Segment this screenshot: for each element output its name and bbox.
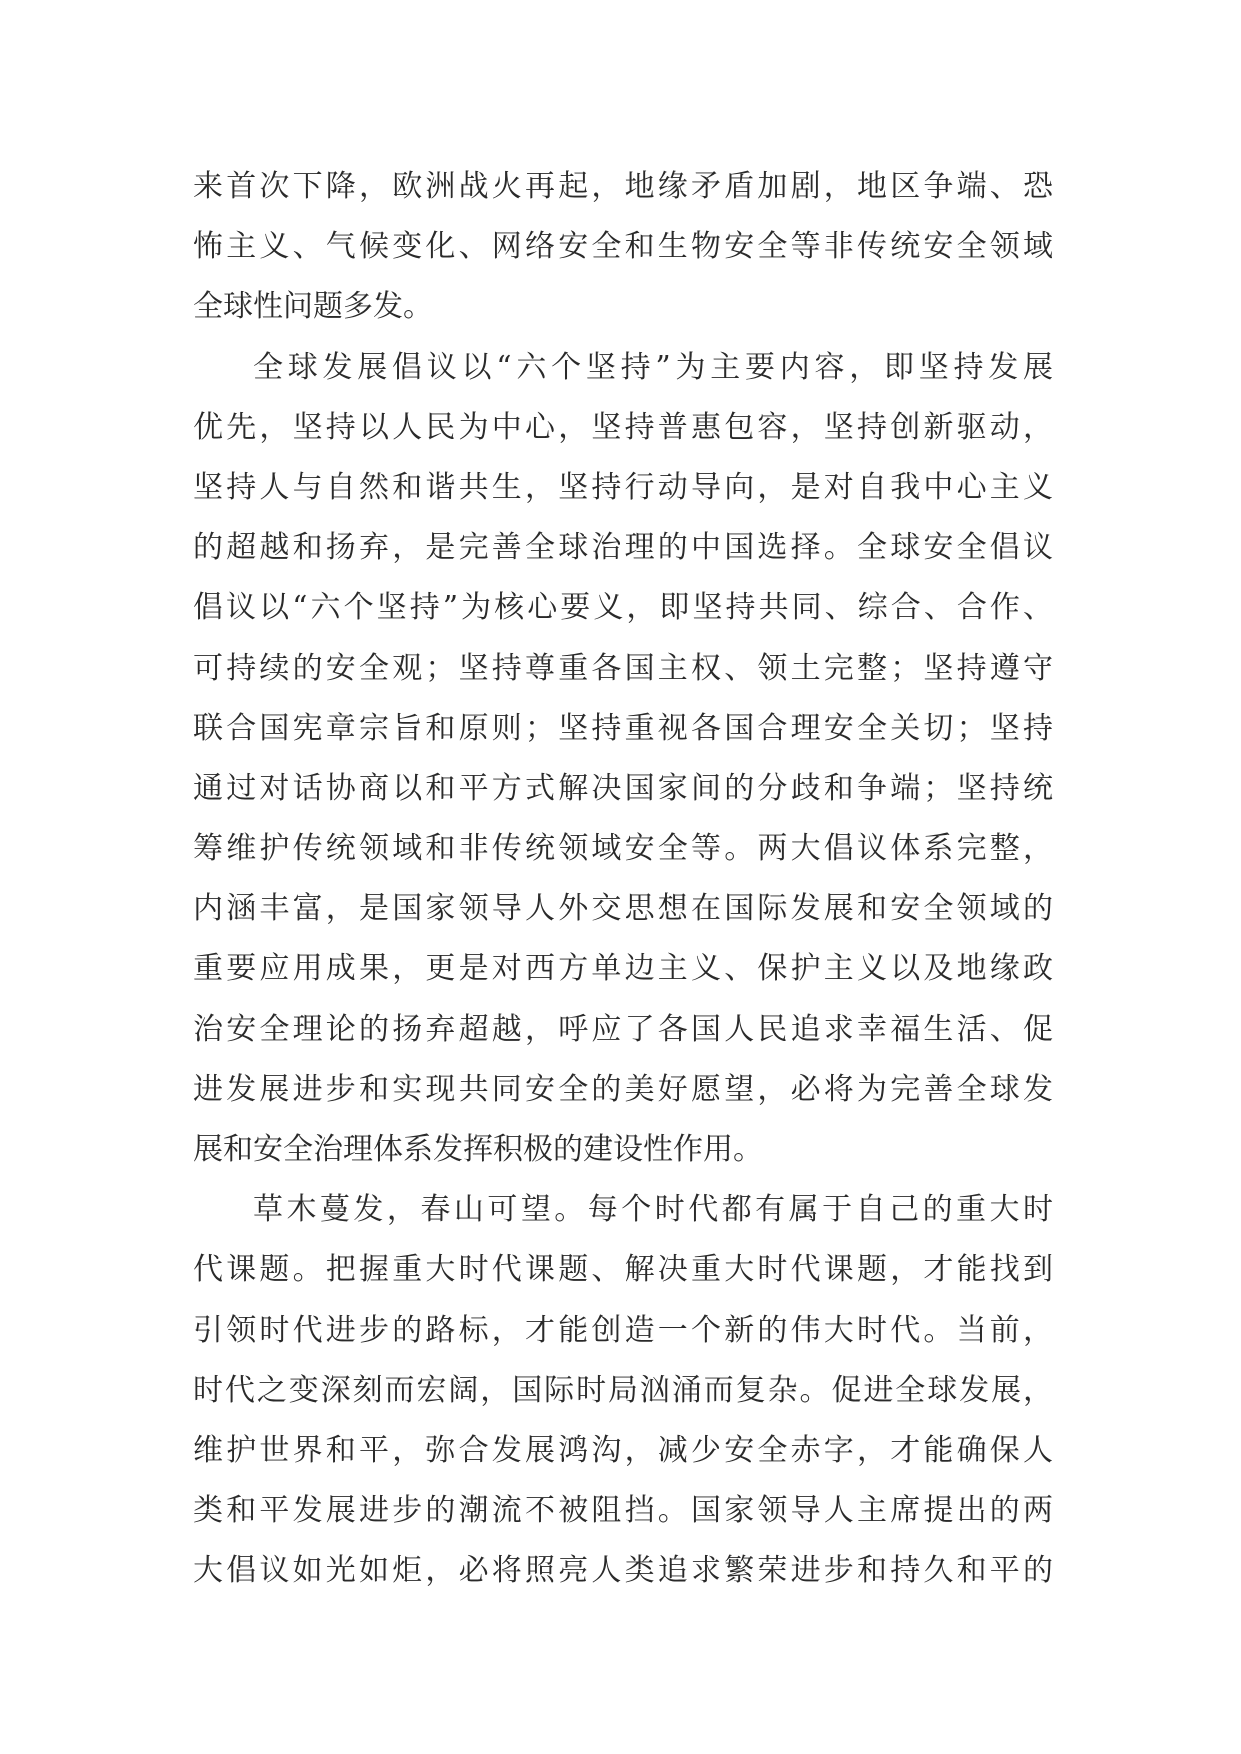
text-line: 进发展进步和实现共同安全的美好愿望，必将为完善全球发 [193, 1071, 1053, 1107]
text-line: 代课题。把握重大时代课题、解决重大时代课题，才能找到 [193, 1252, 1053, 1288]
text-line: 大倡议如光如炬，必将照亮人类追求繁荣进步和持久和平的 [193, 1553, 1053, 1589]
body-text [193, 157, 1053, 1602]
text-line: 怖主义、气候变化、网络安全和生物安全等非传统安全领域 [193, 229, 1053, 265]
paragraph-1 [193, 157, 1053, 338]
text-line: 引领时代进步的路标，才能创造一个新的伟大时代。当前， [193, 1312, 1053, 1348]
text-line: 维护世界和平，弥合发展鸿沟，减少安全赤字，才能确保人 [193, 1432, 1053, 1468]
text-line: 时代之变深刻而宏阔，国际时局汹涌而复杂。促进全球发展， [193, 1372, 1053, 1408]
text-line: 展和安全治理体系发挥积极的建设性作用。 [193, 1132, 763, 1167]
text-line: 筹维护传统领域和非传统领域安全等。两大倡议体系完整， [193, 831, 1053, 867]
paragraph-2 [193, 338, 1053, 1181]
text-line: 优先，坚持以人民为中心，坚持普惠包容，坚持创新驱动， [193, 409, 1053, 445]
text-line: 通过对话协商以和平方式解决国家间的分歧和争端；坚持统 [193, 770, 1053, 806]
text-line: 类和平发展进步的潮流不被阻挡。国家领导人主席提出的两 [193, 1493, 1053, 1529]
text-line: 来首次下降，欧洲战火再起，地缘矛盾加剧，地区争端、恐 [193, 169, 1053, 204]
text-line: 重要应用成果，更是对西方单边主义、保护主义以及地缘政 [193, 951, 1053, 987]
text-line: 内涵丰富，是国家领导人外交思想在国际发展和安全领域的 [193, 891, 1053, 927]
text-line: 坚持人与自然和谐共生，坚持行动导向，是对自我中心主义 [193, 469, 1053, 505]
text-line: 可持续的安全观；坚持尊重各国主权、领土完整；坚持遵守 [193, 650, 1053, 686]
text-line: 联合国宪章宗旨和原则；坚持重视各国合理安全关切；坚持 [193, 710, 1053, 746]
text-line: 治安全理论的扬弃超越，呼应了各国人民追求幸福生活、促 [193, 1011, 1053, 1047]
paragraph-3 [193, 1180, 1053, 1601]
text-line: 草木蔓发，春山可望。每个时代都有属于自己的重大时 [253, 1192, 1053, 1228]
text-line: 倡议以“六个坚持”为核心要义，即坚持共同、综合、合作、 [193, 590, 1053, 626]
text-line: 的超越和扬弃，是完善全球治理的中国选择。全球安全倡议 [193, 530, 1053, 566]
text-line: 全球发展倡议以“六个坚持”为主要内容，即坚持发展 [253, 349, 1053, 385]
text-line: 全球性问题多发。 [193, 289, 433, 325]
